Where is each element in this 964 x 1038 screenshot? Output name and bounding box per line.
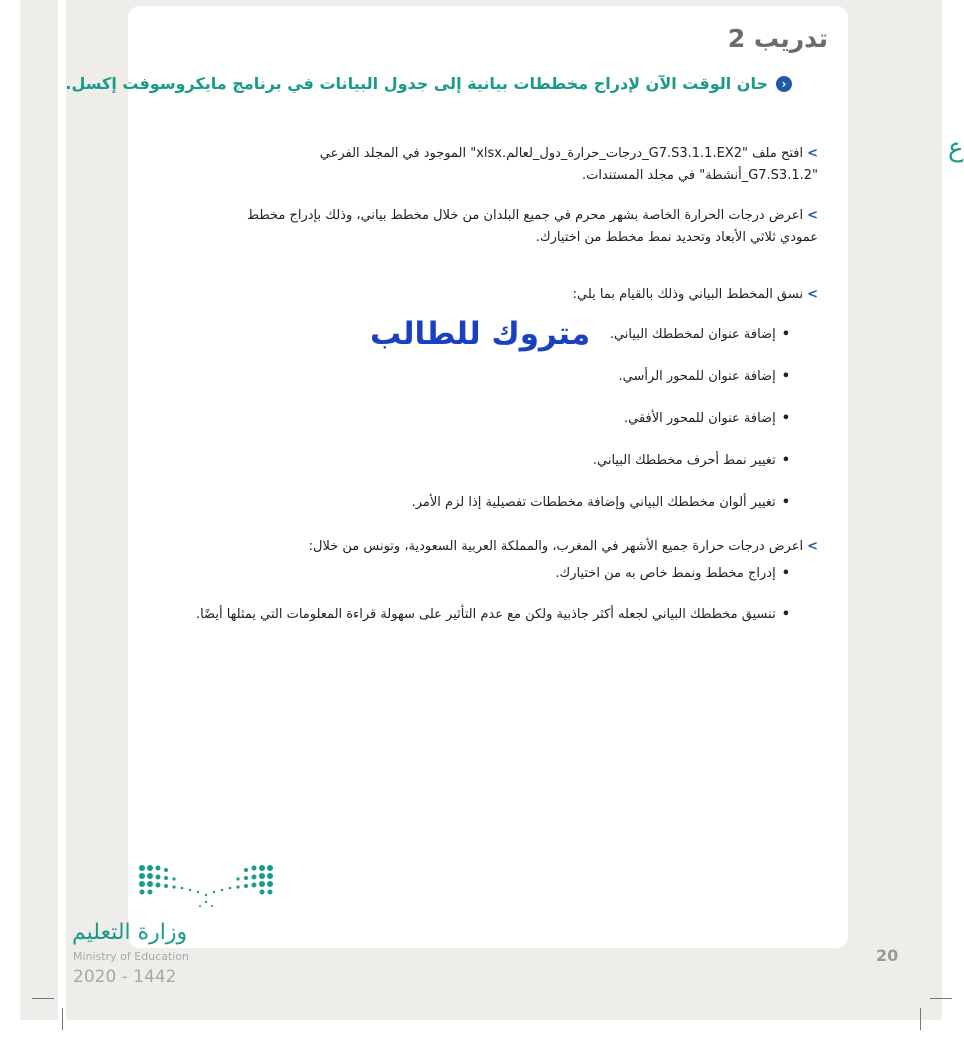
step-marker: >	[807, 208, 818, 223]
bullet-text: إضافة عنوان للمحور الأفقي.	[623, 411, 776, 426]
step-text: اعرض درجات حرارة جميع الأشهر في المغرب، والمملكة العربية السعودية، وتونس من خلال:	[308, 539, 804, 554]
step-all-months	[309, 536, 818, 558]
page-number: 20	[876, 946, 899, 965]
bullet-text: إضافة عنوان للمحور الرأسي.	[618, 369, 776, 384]
bullet-dot: •	[781, 453, 790, 468]
bullet-item	[610, 327, 790, 342]
bullet-item	[412, 495, 790, 510]
ministry-dots-logo-icon	[138, 862, 274, 910]
bullet-item	[593, 453, 790, 468]
side-tab-fragment: ع	[948, 133, 964, 163]
step-text: افتح ملف "G7.S3.1.1.EX2_درجات_حرارة_دول_لعالم.xlsx" الموجود في المجلد الفرعي "G7.S3.1.2_أنشطة" في مجلد المستندات.	[319, 146, 818, 183]
crop-mark	[32, 998, 54, 999]
bullet-dot: •	[781, 411, 790, 426]
step-text: اعرض درجات الحرارة الخاصة بشهر محرم في جميع البلدان من خلال مخطط بياني، وذلك بإدراج مخطط عمودي ثلاثي الأبعاد وتحديد نمط مخطط من اختيارك.	[246, 208, 818, 245]
step-marker: >	[807, 539, 818, 554]
crop-mark	[930, 998, 952, 999]
step-insert-chart	[247, 205, 818, 249]
bullet-text: إضافة عنوان لمخططك البياني.	[609, 327, 776, 342]
ministry-name-arabic: وزارة التعليم	[72, 920, 188, 945]
bullet-item	[555, 566, 790, 581]
step-open-file	[320, 143, 818, 187]
bullet-item	[624, 411, 790, 426]
edition-year: 2020 - 1442	[73, 967, 177, 987]
bullet-item	[619, 369, 790, 384]
step-text: نسق المخطط البياني وذلك بالقيام بما يلي:	[572, 287, 804, 302]
bullet-dot: •	[781, 607, 790, 622]
intro	[65, 74, 792, 93]
bullet-dot: •	[781, 369, 790, 384]
intro-text: حان الوقت الآن لإدراج مخططات بيانية إلى جدول البيانات في برنامج مايكروسوفت إكسل.	[65, 74, 768, 93]
bullet-text: تغيير نمط أحرف مخططك البياني.	[592, 453, 776, 468]
step-marker: >	[807, 287, 818, 302]
ministry-name-english: Ministry of Education	[73, 950, 190, 963]
bullet-text: تنسيق مخططك البياني لجعله أكثر جاذبية ولكن مع عدم التأثير على سهولة قراءة المعلومات التي يمثلها أيضًا.	[195, 607, 776, 622]
crop-mark	[920, 1008, 921, 1030]
step-marker: >	[807, 146, 818, 161]
step-format-chart	[573, 284, 818, 306]
bullet-dot: •	[781, 495, 790, 510]
crop-mark	[62, 1008, 63, 1030]
page-gutter	[58, 0, 66, 1020]
bullet-dot: •	[781, 327, 790, 342]
chevron-left-circle-icon: ‹	[776, 76, 792, 92]
section-title: تدريب 2	[727, 24, 828, 53]
bullet-text: تغيير ألوان مخططك البياني وإضافة مخططات تفصيلية إذا لزم الأمر.	[411, 495, 776, 510]
handwritten-note: متروك للطالب	[370, 316, 591, 352]
bullet-dot: •	[781, 566, 790, 581]
bullet-item	[196, 607, 790, 622]
bullet-text: إدراج مخطط ونمط خاص به من اختيارك.	[555, 566, 776, 581]
